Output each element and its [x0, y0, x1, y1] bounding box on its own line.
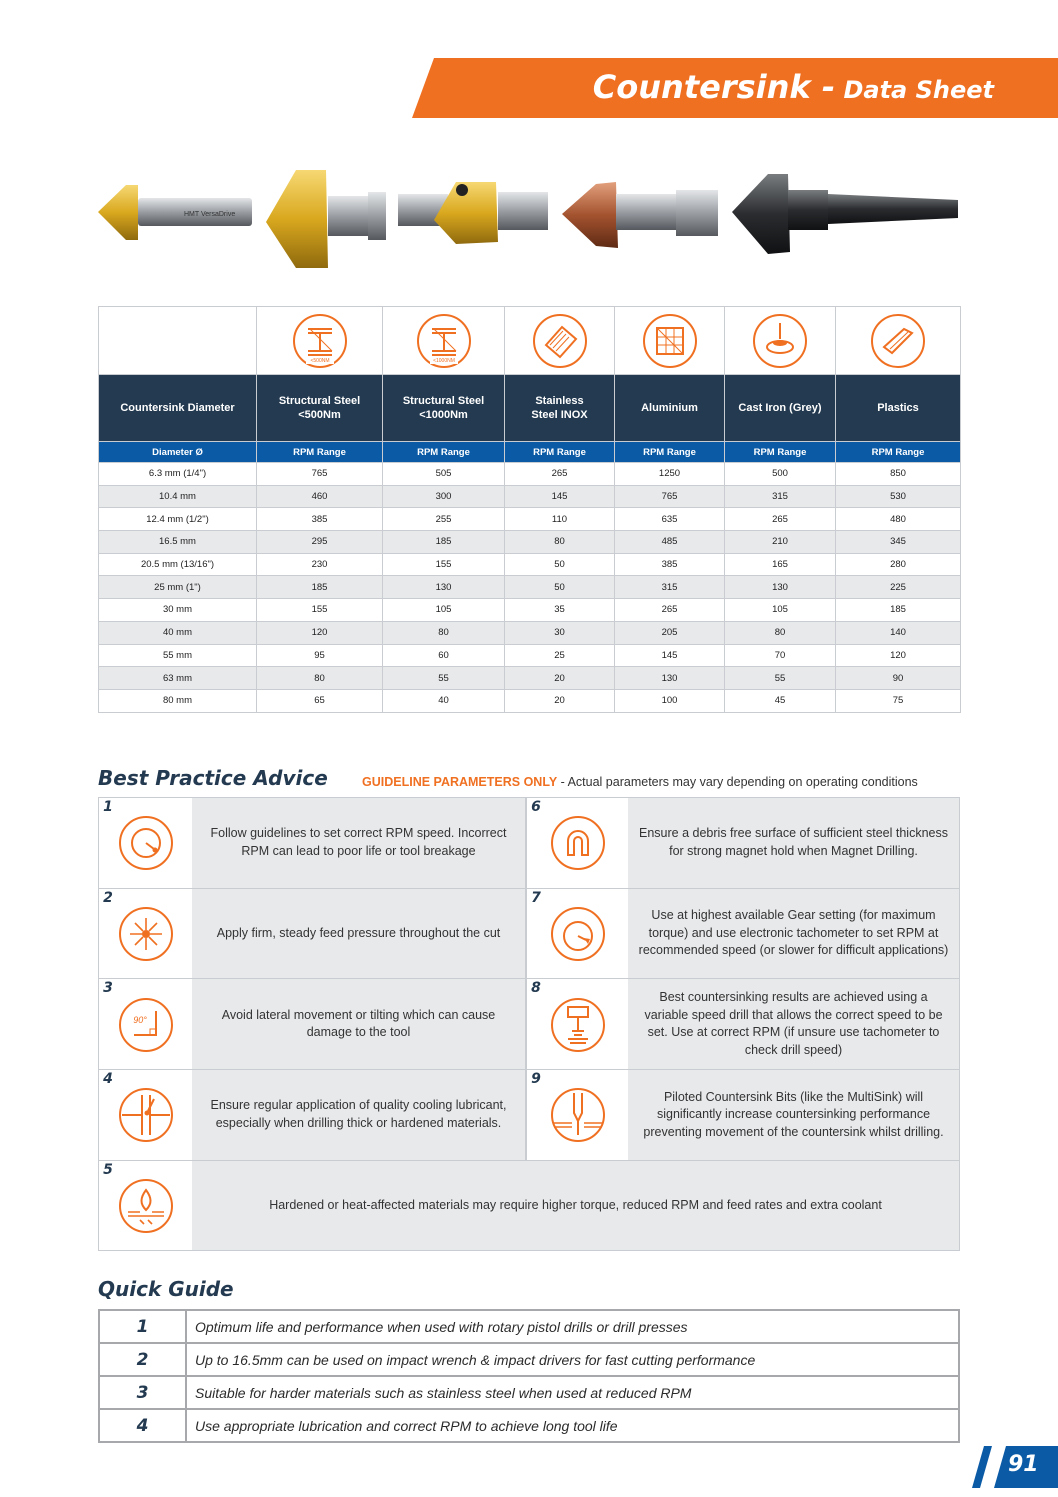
rpm-cell: 80 — [725, 621, 836, 644]
rpm-cell: 130 — [383, 576, 505, 599]
diameter-cell: 80 mm — [99, 689, 257, 712]
rpm-cell: 480 — [836, 508, 961, 531]
rpm-cell: 25 — [505, 644, 615, 667]
rpm-cell: 315 — [615, 576, 725, 599]
material-icon-cell — [505, 307, 615, 375]
quick-guide-row — [99, 1376, 959, 1409]
structural-steel-500-icon — [292, 313, 348, 369]
advice-number: 3 — [99, 979, 117, 997]
table-row — [99, 667, 961, 690]
advice-number: 9 — [527, 1070, 545, 1088]
corner-header: Countersink Diameter — [99, 375, 257, 442]
advice-item — [98, 797, 526, 889]
diameter-cell: 12.4 mm (1/2") — [99, 508, 257, 531]
rpm-cell: 75 — [836, 689, 961, 712]
rpm-cell: 530 — [836, 485, 961, 508]
drill-press-icon — [550, 997, 606, 1053]
table-row — [99, 485, 961, 508]
heat-icon — [118, 1178, 174, 1234]
rpm-cell: 40 — [383, 689, 505, 712]
rpm-cell: 65 — [257, 689, 383, 712]
table-row — [99, 689, 961, 712]
rpm-cell: 460 — [257, 485, 383, 508]
advice-number: 2 — [99, 889, 117, 907]
pressure-icon — [118, 906, 174, 962]
advice-number: 8 — [527, 979, 545, 997]
rpm-cell: 140 — [836, 621, 961, 644]
rpm-cell: 105 — [383, 599, 505, 622]
diameter-cell: 25 mm (1") — [99, 576, 257, 599]
sub-header-row — [99, 442, 961, 463]
icon-badge-1000: <1000NM — [432, 357, 455, 364]
rpm-cell: 155 — [257, 599, 383, 622]
rpm-cell: 165 — [725, 553, 836, 576]
rpm-cell: 80 — [505, 531, 615, 554]
rpm-cell: 20 — [505, 667, 615, 690]
quick-guide-num: 1 — [99, 1310, 186, 1343]
page-number-badge — [972, 1446, 1058, 1488]
rpm-cell: 205 — [615, 621, 725, 644]
rpm-cell: 485 — [615, 531, 725, 554]
material-icon-cell — [725, 307, 836, 375]
plastics-icon — [870, 313, 926, 369]
tool-image-piloted-gold — [398, 182, 548, 244]
material-header-row — [99, 375, 961, 442]
advice-item — [526, 888, 960, 980]
advice-item — [98, 1160, 960, 1252]
rpm-cell: 255 — [383, 508, 505, 531]
icon-corner-cell — [99, 307, 257, 375]
advice-number: 7 — [527, 889, 545, 907]
angle-90-icon — [118, 997, 174, 1053]
quick-guide-title: Quick Guide — [98, 1277, 234, 1301]
guideline-note — [362, 775, 918, 789]
quick-guide-num: 3 — [99, 1376, 186, 1409]
rpm-cell: 635 — [615, 508, 725, 531]
rpm-cell: 60 — [383, 644, 505, 667]
page-title — [593, 68, 994, 106]
rpm-cell: 500 — [725, 463, 836, 486]
tool-image-gold-hex — [266, 170, 386, 268]
aluminium-icon — [642, 313, 698, 369]
rpm-cell: 265 — [615, 599, 725, 622]
rpm-cell: 95 — [257, 644, 383, 667]
quick-guide-text: Up to 16.5mm can be used on impact wrench & impact drivers for fast cutting performance — [186, 1343, 959, 1376]
diameter-cell: 30 mm — [99, 599, 257, 622]
rpm-cell: 300 — [383, 485, 505, 508]
rpm-cell: 505 — [383, 463, 505, 486]
material-header: Cast Iron (Grey) — [725, 375, 836, 442]
magnet-icon — [550, 815, 606, 871]
guideline-rest: - Actual parameters may vary depending on operating conditions — [557, 775, 918, 789]
rpm-cell: 185 — [383, 531, 505, 554]
rpm-cell: 55 — [383, 667, 505, 690]
gauge-icon — [118, 815, 174, 871]
advice-item — [98, 888, 526, 980]
advice-text: Hardened or heat-affected materials may require higher torque, reduced RPM and feed rates and extra coolant — [192, 1161, 959, 1251]
rpm-cell: 265 — [725, 508, 836, 531]
material-header: Structural Steel <500Nm — [257, 375, 383, 442]
diameter-cell: 10.4 mm — [99, 485, 257, 508]
advice-number: 4 — [99, 1070, 117, 1088]
advice-text: Best countersinking results are achieved using a variable speed drill that allows the correct speed to be set. Use at correct RPM (if unsure use tachometer to check drill speed) — [628, 979, 959, 1069]
rpm-cell: 50 — [505, 553, 615, 576]
advice-text: Use at highest available Gear setting (for maximum torque) and use electronic tachometer to set RPM at recommended speed (or slower for difficult applications) — [628, 889, 959, 979]
diameter-cell: 40 mm — [99, 621, 257, 644]
rpm-cell: 230 — [257, 553, 383, 576]
rpm-subheader: RPM Range — [725, 442, 836, 463]
page-number: 91 — [1008, 1452, 1039, 1477]
rpm-cell: 80 — [383, 621, 505, 644]
rpm-cell: 110 — [505, 508, 615, 531]
rpm-cell: 225 — [836, 576, 961, 599]
tool-image-copper — [562, 182, 718, 248]
advice-text: Ensure a debris free surface of sufficient steel thickness for strong magnet hold when Magnet Drilling. — [628, 798, 959, 888]
table-row — [99, 531, 961, 554]
material-icon-row — [99, 307, 961, 375]
icon-badge-500: <500NM — [309, 357, 330, 364]
advice-item — [526, 1069, 960, 1161]
quick-guide-text: Optimum life and performance when used with rotary pistol drills or drill presses — [186, 1310, 959, 1343]
page-title-main: Countersink - — [592, 68, 836, 106]
quick-guide-text: Suitable for harder materials such as stainless steel when used at reduced RPM — [186, 1376, 959, 1409]
advice-item — [526, 797, 960, 889]
rpm-subheader: RPM Range — [505, 442, 615, 463]
material-icon-cell — [257, 307, 383, 375]
rpm-cell: 850 — [836, 463, 961, 486]
stainless-steel-icon — [532, 313, 588, 369]
advice-number: 6 — [527, 798, 545, 816]
material-header: Plastics — [836, 375, 961, 442]
rpm-cell: 1250 — [615, 463, 725, 486]
rpm-cell: 210 — [725, 531, 836, 554]
advice-item — [526, 978, 960, 1070]
piloted-bit-icon — [550, 1087, 606, 1143]
rpm-cell: 120 — [836, 644, 961, 667]
rpm-subheader: RPM Range — [383, 442, 505, 463]
advice-text: Ensure regular application of quality cooling lubricant, especially when drilling thick or hardened materials. — [192, 1070, 525, 1160]
diameter-cell: 20.5 mm (13/16") — [99, 553, 257, 576]
tool-image-morse-taper — [732, 174, 958, 254]
cast-iron-icon — [752, 313, 808, 369]
diameter-subheader: Diameter Ø — [99, 442, 257, 463]
diameter-cell: 63 mm — [99, 667, 257, 690]
coolant-icon — [118, 1087, 174, 1143]
advice-text: Avoid lateral movement or tilting which can cause damage to the tool — [192, 979, 525, 1069]
rpm-cell: 385 — [615, 553, 725, 576]
header-banner — [412, 58, 1058, 118]
rpm-cell: 90 — [836, 667, 961, 690]
material-icon-cell — [615, 307, 725, 375]
versadrive-label: HMT VersaDrive — [184, 211, 236, 218]
rpm-subheader: RPM Range — [257, 442, 383, 463]
rpm-cell: 185 — [257, 576, 383, 599]
advice-number: 1 — [99, 798, 117, 816]
rpm-subheader: RPM Range — [836, 442, 961, 463]
tachometer-icon — [550, 906, 606, 962]
table-row — [99, 621, 961, 644]
table-row — [99, 644, 961, 667]
angle-label: 90° — [132, 1014, 147, 1025]
table-row — [99, 576, 961, 599]
rpm-cell: 50 — [505, 576, 615, 599]
diameter-cell: 6.3 mm (1/4") — [99, 463, 257, 486]
structural-steel-1000-icon — [416, 313, 472, 369]
rpm-cell: 35 — [505, 599, 615, 622]
material-header: Aluminium — [615, 375, 725, 442]
quick-guide-row — [99, 1343, 959, 1376]
quick-guide-num: 4 — [99, 1409, 186, 1442]
rpm-cell: 280 — [836, 553, 961, 576]
rpm-cell: 145 — [615, 644, 725, 667]
rpm-cell: 385 — [257, 508, 383, 531]
quick-guide-table — [98, 1309, 960, 1443]
rpm-cell: 55 — [725, 667, 836, 690]
rpm-cell: 70 — [725, 644, 836, 667]
diameter-cell: 16.5 mm — [99, 531, 257, 554]
rpm-cell: 120 — [257, 621, 383, 644]
advice-item — [98, 1069, 526, 1161]
rpm-cell: 30 — [505, 621, 615, 644]
best-practice-title: Best Practice Advice — [98, 766, 328, 790]
rpm-cell: 145 — [505, 485, 615, 508]
table-row — [99, 463, 961, 486]
rpm-cell: 155 — [383, 553, 505, 576]
material-header: Structural Steel <1000Nm — [383, 375, 505, 442]
quick-guide-row — [99, 1409, 959, 1442]
material-header: Stainless Steel INOX — [505, 375, 615, 442]
advice-number: 5 — [99, 1161, 117, 1179]
rpm-cell: 345 — [836, 531, 961, 554]
rpm-cell: 185 — [836, 599, 961, 622]
table-row — [99, 508, 961, 531]
rpm-cell: 130 — [615, 667, 725, 690]
rpm-cell: 100 — [615, 689, 725, 712]
advice-text: Piloted Countersink Bits (like the MultiSink) will significantly increase countersinking performance preventing movement of the countersink whilst drilling. — [628, 1070, 959, 1160]
rpm-subheader: RPM Range — [615, 442, 725, 463]
advice-item — [98, 978, 526, 1070]
rpm-cell: 105 — [725, 599, 836, 622]
diameter-cell: 55 mm — [99, 644, 257, 667]
rpm-cell: 45 — [725, 689, 836, 712]
table-row — [99, 599, 961, 622]
material-icon-cell — [383, 307, 505, 375]
rpm-cell: 80 — [257, 667, 383, 690]
table-row — [99, 553, 961, 576]
tool-image-versadrive — [98, 185, 252, 240]
advice-text: Follow guidelines to set correct RPM speed. Incorrect RPM can lead to poor life or tool breakage — [192, 798, 525, 888]
tool-images — [96, 160, 962, 270]
guideline-bold: GUIDELINE PARAMETERS ONLY — [362, 775, 558, 789]
rpm-cell: 295 — [257, 531, 383, 554]
advice-text: Apply firm, steady feed pressure throughout the cut — [192, 889, 525, 979]
page-title-sub: Data Sheet — [835, 76, 994, 104]
rpm-table — [98, 306, 961, 713]
quick-guide-num: 2 — [99, 1343, 186, 1376]
material-icon-cell — [836, 307, 961, 375]
quick-guide-text: Use appropriate lubrication and correct RPM to achieve long tool life — [186, 1409, 959, 1442]
rpm-cell: 130 — [725, 576, 836, 599]
rpm-cell: 20 — [505, 689, 615, 712]
quick-guide-row — [99, 1310, 959, 1343]
rpm-cell: 315 — [725, 485, 836, 508]
rpm-cell: 265 — [505, 463, 615, 486]
rpm-cell: 765 — [257, 463, 383, 486]
rpm-cell: 765 — [615, 485, 725, 508]
